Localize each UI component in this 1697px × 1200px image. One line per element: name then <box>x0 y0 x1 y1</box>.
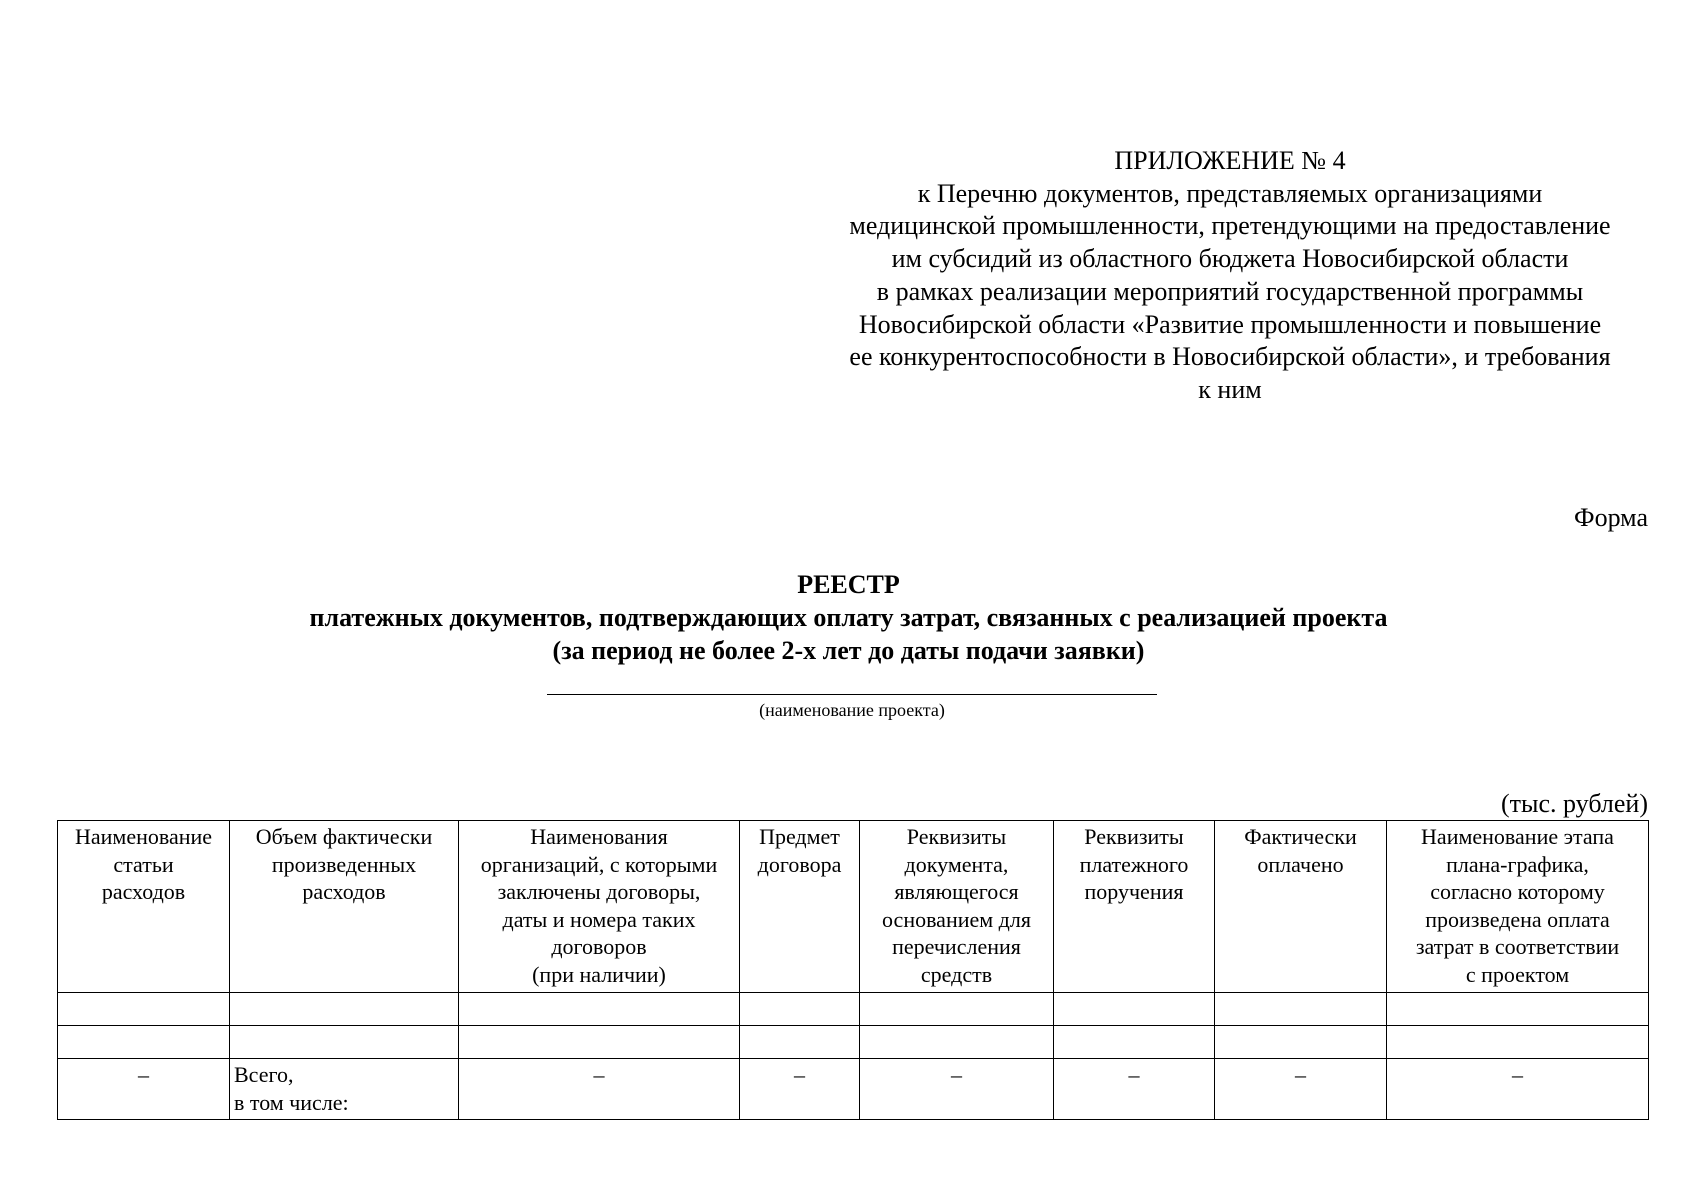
table-cell <box>459 1026 740 1059</box>
table-cell <box>860 993 1054 1026</box>
appendix-line: к ним <box>1198 374 1262 404</box>
appendix-line: Новосибирской области «Развитие промышленности и повышение <box>858 309 1602 339</box>
dash-cell: – <box>1054 1059 1215 1120</box>
table-cell <box>1387 993 1649 1026</box>
registry-subtitle: платежных документов, подтверждающих оплату затрат, связанных с реализацией проекта <box>309 603 1388 632</box>
appendix-line: к Перечню документов, представляемых организациями <box>917 178 1543 208</box>
registry-period: (за период не более 2-х лет до даты подачи заявки) <box>552 636 1145 665</box>
header-cell: Реквизиты платежного поручения <box>1054 821 1215 993</box>
table-row <box>58 993 1649 1026</box>
total-sublabel: в том числе: <box>234 1089 349 1115</box>
header-cell: Предмет договора <box>740 821 860 993</box>
appendix-line: ее конкурентоспособности в Новосибирской области», и требования <box>849 342 1611 372</box>
dash-cell: – <box>58 1059 230 1120</box>
total-label: Всего, <box>234 1062 294 1087</box>
table-cell <box>1387 1026 1649 1059</box>
appendix-line: медицинской промышленности, претендующими на предоставление <box>849 211 1611 241</box>
table-cell <box>1215 1026 1387 1059</box>
appendix-line: в рамках реализации мероприятий государственной программы <box>876 276 1584 306</box>
table-cell <box>230 993 459 1026</box>
registry-title: РЕЕСТР <box>797 570 900 599</box>
appendix-block <box>800 145 1660 407</box>
header-cell: Фактически оплачено <box>1215 821 1387 993</box>
table-cell <box>740 993 860 1026</box>
dash-cell: – <box>1215 1059 1387 1120</box>
table-cell <box>58 993 230 1026</box>
total-label-cell <box>230 1059 459 1120</box>
header-cell: Наименования организаций, с которыми заключены договоры, даты и номера таких договоров (при наличии) <box>459 821 740 993</box>
header-cell: Объем фактически произведенных расходов <box>230 821 459 993</box>
table-cell <box>1215 993 1387 1026</box>
table-header-row <box>58 821 1649 993</box>
table-cell <box>459 993 740 1026</box>
table-cell <box>1054 993 1215 1026</box>
dash-cell: – <box>459 1059 740 1120</box>
header-cell: Наименование этапа плана-графика, согласно которому произведена оплата затрат в соответствии с проектом <box>1387 821 1649 993</box>
appendix-line: им субсидий из областного бюджета Новосибирской области <box>891 244 1569 274</box>
registry-title-block <box>0 568 1697 667</box>
table-cell <box>860 1026 1054 1059</box>
header-cell: Реквизиты документа, являющегося основанием для перечисления средств <box>860 821 1054 993</box>
table-cell <box>58 1026 230 1059</box>
appendix-title: ПРИЛОЖЕНИЕ № 4 <box>1114 146 1346 175</box>
project-name-line <box>547 694 1157 695</box>
form-label: Форма <box>1574 503 1648 532</box>
dash-cell: – <box>740 1059 860 1120</box>
units-label: (тыс. рублей) <box>1500 789 1648 818</box>
table-cell <box>230 1026 459 1059</box>
project-name-caption: (наименование проекта) <box>759 700 945 720</box>
table-cell <box>1054 1026 1215 1059</box>
registry-table <box>57 820 1649 1120</box>
total-row <box>58 1059 1649 1120</box>
dash-cell: – <box>860 1059 1054 1120</box>
header-cell: Наименование статьи расходов <box>58 821 230 993</box>
table-row <box>58 1026 1649 1059</box>
table-cell <box>740 1026 860 1059</box>
dash-cell: – <box>1387 1059 1649 1120</box>
